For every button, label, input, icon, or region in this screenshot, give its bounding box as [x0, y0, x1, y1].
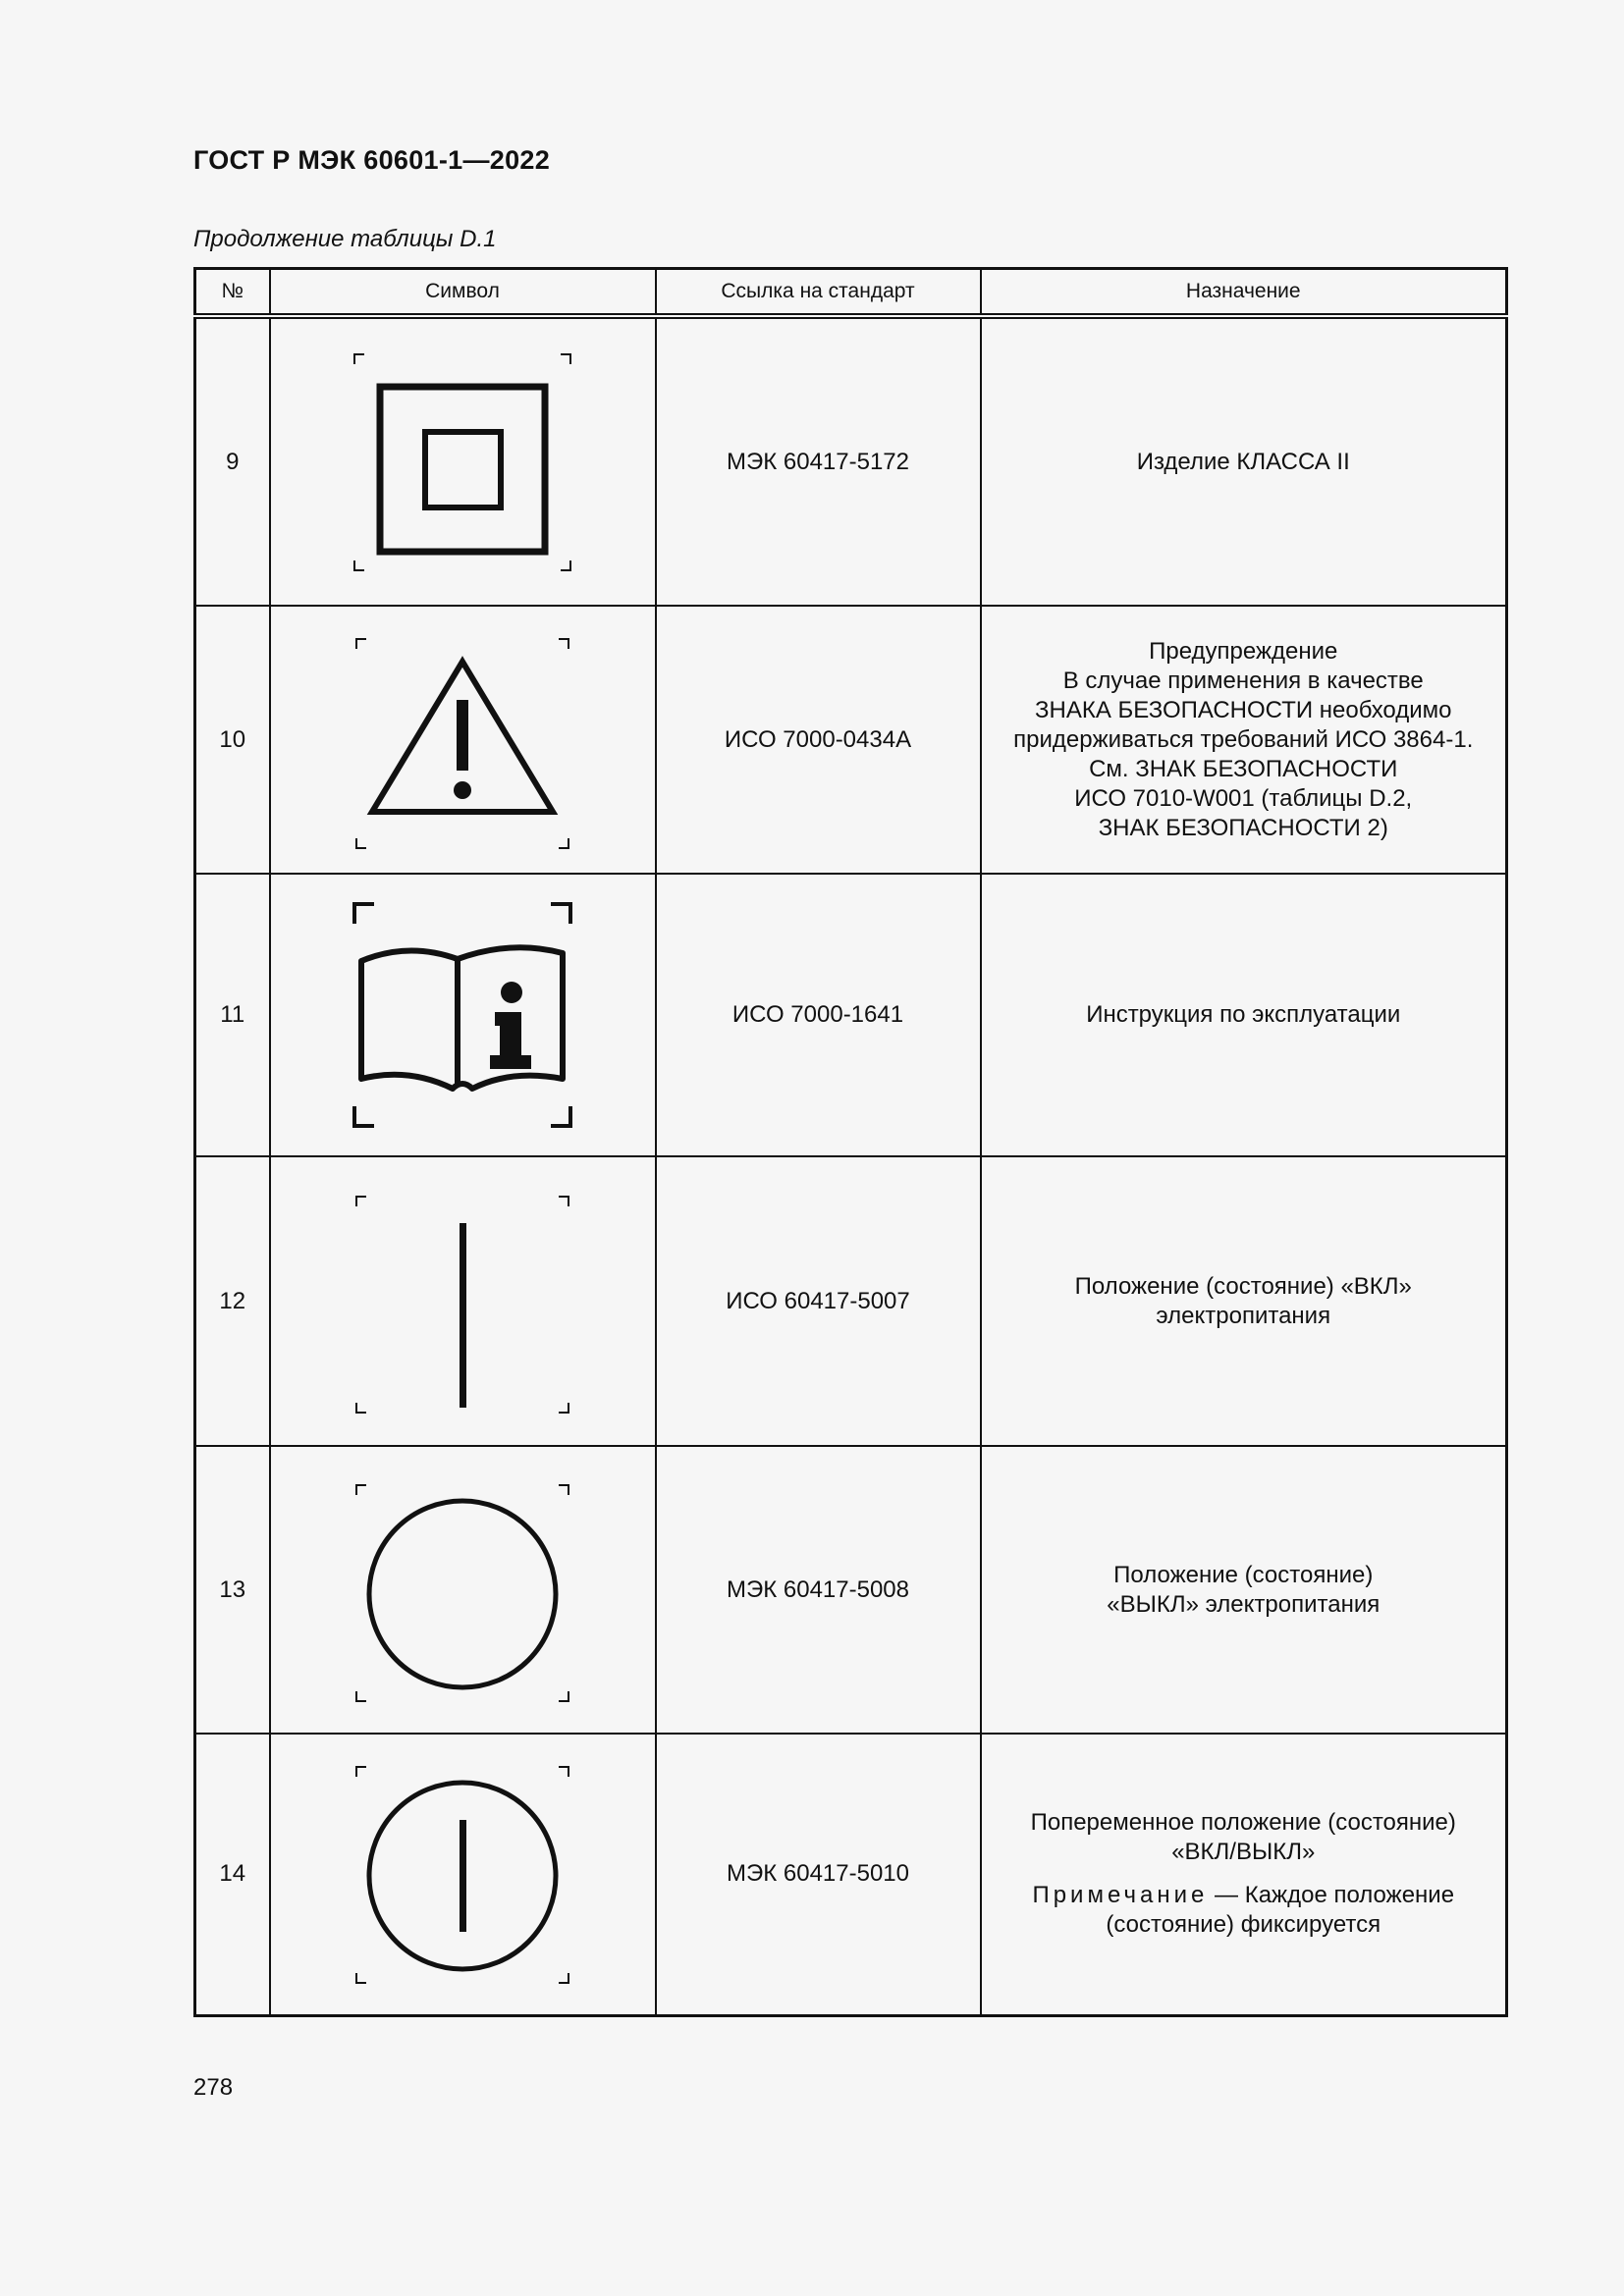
purpose-line: электропитания	[1156, 1302, 1331, 1329]
symbol-cell	[270, 1446, 656, 1734]
row-number: 11	[195, 874, 270, 1156]
purpose-cell	[981, 1446, 1507, 1734]
reference-cell: МЭК 60417-5010	[656, 1734, 981, 2015]
column-header-symbol: Символ	[270, 269, 656, 317]
column-header-purpose: Назначение	[981, 269, 1507, 317]
purpose-line: Попеременное положение (состояние)	[1030, 1809, 1456, 1837]
row-number: 14	[195, 1734, 270, 2015]
symbol-cell	[270, 1734, 656, 2015]
table-header-row	[195, 269, 1507, 317]
table-row	[195, 1446, 1507, 1734]
reference-cell: МЭК 60417-5008	[656, 1446, 981, 1734]
table-row	[195, 316, 1507, 606]
purpose-line: Положение (состояние)	[1113, 1561, 1374, 1588]
note-text: (состояние) фиксируется	[1106, 1911, 1381, 1939]
purpose-cell	[981, 1156, 1507, 1446]
symbol-cell	[270, 316, 656, 606]
column-header-num: №	[195, 269, 270, 317]
document-header-title: ГОСТ Р МЭК 60601-1—2022	[193, 145, 551, 175]
purpose-cell	[981, 316, 1507, 606]
purpose-cell	[981, 606, 1507, 874]
symbol-cell	[270, 1156, 656, 1446]
purpose-cell	[981, 874, 1507, 1156]
symbol-cell	[270, 606, 656, 874]
note-label: Примечание	[1032, 1882, 1209, 1909]
purpose-line: Предупреждение	[1149, 637, 1338, 665]
purpose-line: «ВКЛ/ВЫКЛ»	[1171, 1839, 1316, 1866]
table-caption: Продолжение таблицы D.1	[193, 226, 497, 252]
purpose-line: В случае применения в качестве	[1062, 667, 1424, 694]
purpose-cell	[981, 1734, 1507, 2015]
row-number: 12	[195, 1156, 270, 1446]
purpose-note	[982, 1881, 1506, 1940]
push-on-push-off-icon	[335, 1741, 590, 2006]
note-text: — Каждое положение	[1215, 1882, 1455, 1909]
purpose-line: ЗНАКА БЕЗОПАСНОСТИ необходимо	[1035, 696, 1452, 723]
reference-cell: ИСО 60417-5007	[656, 1156, 981, 1446]
table-row	[195, 606, 1507, 874]
reference-cell: ИСО 7000-0434A	[656, 606, 981, 874]
reference-cell: МЭК 60417-5172	[656, 316, 981, 606]
purpose-line: ЗНАК БЕЗОПАСНОСТИ 2)	[1098, 814, 1388, 841]
purpose-line: ИСО 7010-W001 (таблицы D.2,	[1074, 784, 1413, 812]
row-number: 9	[195, 316, 270, 606]
power-off-circle-icon	[335, 1458, 590, 1723]
purpose-line: придерживаться требований ИСО 3864-1.	[1013, 725, 1474, 753]
symbol-cell	[270, 874, 656, 1156]
purpose-line: См. ЗНАК БЕЗОПАСНОСТИ	[1089, 755, 1398, 782]
reference-cell: ИСО 7000-1641	[656, 874, 981, 1156]
page-number: 278	[193, 2074, 234, 2101]
column-header-reference: Ссылка на стандарт	[656, 269, 981, 317]
table-row	[195, 1734, 1507, 2015]
power-on-line-icon	[335, 1169, 590, 1434]
table-row	[195, 1156, 1507, 1446]
purpose-line: «ВЫКЛ» электропитания	[1107, 1590, 1380, 1618]
purpose-line: Изделие КЛАССА II	[1136, 448, 1350, 475]
purpose-line: Положение (состояние) «ВКЛ»	[1074, 1272, 1412, 1300]
purpose-line: Инструкция по эксплуатации	[1086, 1001, 1401, 1028]
row-number: 10	[195, 606, 270, 874]
instruction-book-icon	[335, 882, 590, 1148]
symbols-table	[193, 267, 1508, 2017]
warning-triangle-icon	[335, 617, 590, 863]
double-square-icon	[335, 335, 590, 590]
table-row	[195, 874, 1507, 1156]
row-number: 13	[195, 1446, 270, 1734]
